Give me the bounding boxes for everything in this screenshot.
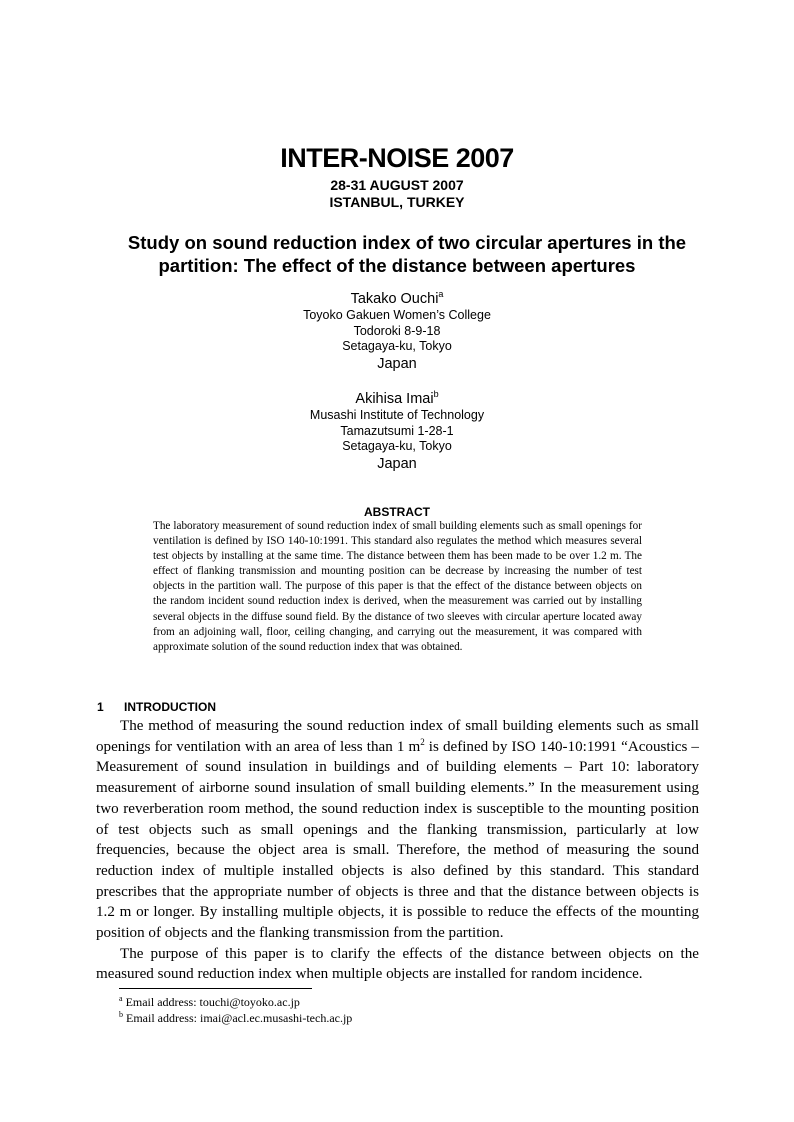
introduction-body (96, 716, 699, 985)
paragraph: The purpose of this paper is to clarify the effects of the distance between objects on the measured sound reduction index when multiple objects are installed for random incidence. (96, 945, 699, 983)
footnote-mark: b (119, 1010, 123, 1019)
author-block-1 (0, 290, 794, 373)
paragraph: The method of measuring the sound reduction index of small building elements such as small openings for ventilation with an area of less than 1 $m^2$ is defined by ISO 140-10:1991 “Acoustics – Measurement of sound insulation in buildings and of building elements – Part 10: laboratory measurement of airborne sound insulation of small building elements.” In the measurement using two reverberation room method, the sound reduction index is susceptible to the mounting position of test objects such as small openings and the flanking transmission, particularly at low frequencies, because the object area is small. Therefore, the method of measuring the sound reduction index of multiple installed objects is also defined by this standard. This standard prescribes that the appropriate number of objects is three and that the distance between objects is 1.2 m or longer. By installing multiple objects, it is possible to reduce the effects of the mounting position of objects and the flanking transmission from the partition. (96, 718, 699, 942)
author-address-line: Setagaya-ku, Tokyo (342, 339, 452, 353)
footnotes (119, 994, 352, 1026)
author-affiliation: Toyoko Gakuen Women’s College (303, 308, 491, 322)
author-address-line: Todoroki 8-9-18 (353, 323, 441, 338)
section-number: 1 (97, 700, 104, 714)
author-address-line: Setagaya-ku, Tokyo (342, 439, 452, 453)
footnote-mark: a (119, 994, 123, 1003)
section-title: INTRODUCTION (124, 700, 216, 714)
abstract-text: The laboratory measurement of sound reduction index of small building elements such as small openings for ventilation is defined by ISO 140-10:1991. This standard also regulates the method which measures several test objects by installing at the same time. The distance between them has been made to be over 1.2 m. The effect of flanking transmission and mounting position can be decrease by increasing the number of test objects in the partition wall. The purpose of this paper is that the effect of the distance between objects on the random incident sound reduction index is derived, when the measurement was carried out by installing several objects in the diffuse sound field. By the distance of two sleeves with circular aperture located away from an adjoining wall, floor, ceiling changing, and carrying out the measurement, it was compared with approximate solution of the sound reduction index that was obtained. (153, 520, 642, 653)
author-address-line: Tamazutsumi 1-28-1 (340, 423, 454, 438)
author-block-2 (0, 390, 794, 473)
footnote-divider (119, 988, 312, 989)
author-footnote-mark: a (438, 289, 444, 299)
author-country: Japan (377, 455, 417, 472)
author-affiliation: Musashi Institute of Technology (309, 408, 485, 422)
abstract-heading: ABSTRACT (364, 505, 430, 519)
paper-title (0, 231, 794, 277)
author-footnote-mark: b (433, 389, 439, 399)
author-name: Akihisa Imai$^b$ (355, 389, 439, 407)
superscript: 2 (420, 736, 425, 747)
section-heading-introduction (97, 700, 216, 714)
author-name: Takako Ouchi$^a$ (350, 289, 444, 307)
conference-location: ISTANBUL, TURKEY (329, 194, 465, 210)
paper-title-line-2: partition: The effect of the distance between apertures (158, 255, 636, 276)
author-country: Japan (377, 355, 417, 372)
paper-title-line-1: Study on sound reduction index of two circular apertures in the (127, 232, 687, 253)
footnote: $^b$ Email address: imai@acl.ec.musashi-tech.ac.jp (119, 1010, 353, 1025)
conference-date: 28-31 AUGUST 2007 (330, 177, 464, 193)
conference-title: INTER-NOISE 2007 (280, 143, 514, 173)
footnote: $^a$ Email address: touchi@toyoko.ac.jp (119, 994, 300, 1009)
